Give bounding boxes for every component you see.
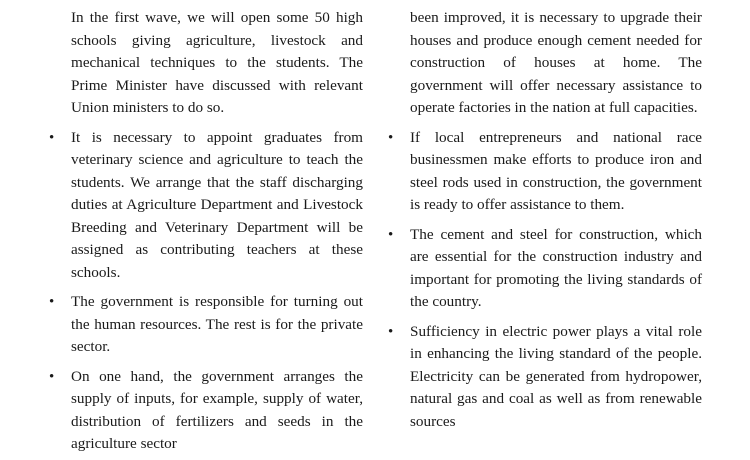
bullet-text: The government is responsible for turning out the human resources. The rest is for the private sector. — [71, 293, 363, 355]
bullet-icon: • — [388, 323, 394, 340]
list-item — [388, 321, 702, 434]
bullet-icon: • — [49, 294, 55, 310]
list-item — [49, 291, 363, 359]
list-item — [49, 366, 363, 456]
bullet-icon: • — [388, 129, 394, 146]
bullet-text: The cement and steel for construction, which are essential for the construction industry and important for promoting the living standards of the country. — [410, 225, 702, 310]
bullet-text: On one hand, the government arranges the supply of inputs, for example, supply of water, distribution of fertilizers and seeds in the agriculture sector — [71, 367, 363, 452]
bullet-text: Sufficiency in electric power plays a vital role in enhancing the living standard of the people. Electricity can be generated from hydropower, natural gas and coal as well as from renewable sources — [410, 322, 702, 430]
bullet-icon: • — [388, 226, 394, 243]
bullet-icon: • — [49, 129, 55, 146]
bullet-icon: • — [49, 368, 55, 385]
list-item — [388, 224, 702, 314]
bullet-text: It is necessary to appoint graduates from veterinary science and agriculture to teach the students. We arrange that the staff discharging duties at Agriculture Department and Livestock Breeding and Veterinary Department will be assigned as contributing teachers at these schools. — [71, 128, 363, 281]
bullet-text: If local entrepreneurs and national race businessmen make efforts to produce iron and steel rods used in construction, the government is ready to offer assistance to them. — [410, 128, 702, 213]
right-intro-paragraph: been improved, it is necessary to upgrade their houses and produce enough cement needed for construction of houses at home. The government will offer necessary assistance to operate factories in the nation at full capacities. — [410, 9, 702, 116]
list-item — [49, 127, 363, 285]
left-column — [49, 7, 363, 456]
right-column — [388, 7, 702, 433]
list-item — [388, 127, 702, 217]
left-intro-paragraph: In the first wave, we will open some 50 high schools giving agriculture, livestock and mechanical techniques to the students. The Prime Minister have discussed with relevant Union ministers to do so. — [71, 9, 363, 116]
